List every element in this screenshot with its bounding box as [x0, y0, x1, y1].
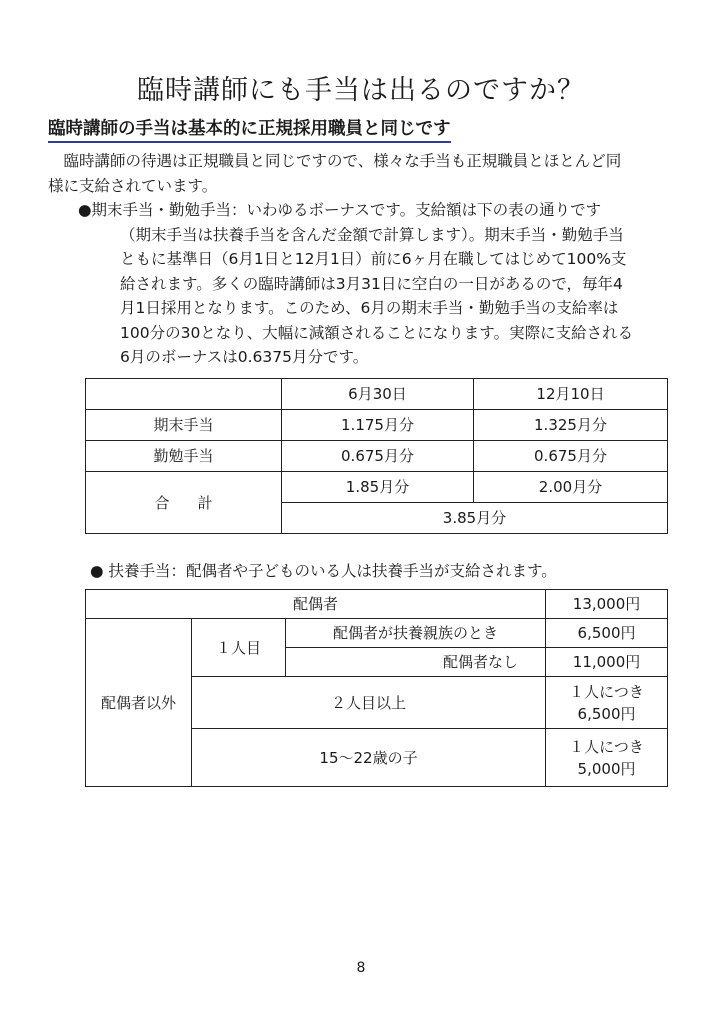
table-cell: 0.675月分 [474, 441, 668, 472]
column-header-december: 12月10日 [474, 379, 668, 410]
dependent-allowance-table [85, 589, 668, 787]
first-sub-amount: 11,000円 [546, 648, 668, 677]
child-age-amount [546, 729, 668, 787]
non-spouse-label: 配偶者以外 [86, 619, 192, 787]
first-child-label: １人目 [192, 619, 286, 677]
bonus-line: 100分の30となり、大幅に減額されることになります。実際に支給される [120, 323, 634, 342]
section-heading: 臨時講師の手当は基本的に正規採用職員と同じです [48, 117, 451, 143]
row-label-kinben: 勤勉手当 [86, 441, 282, 472]
bonus-line: （期末手当は扶養手当を含んだ金額で計算します）。期末手当・勤勉手当 [120, 225, 624, 244]
table-row [86, 441, 668, 472]
grand-total-cell: 3.85月分 [282, 503, 668, 534]
child-amount-line2: 5,000円 [577, 759, 636, 778]
first-sub-label: 配偶者なし [286, 648, 546, 677]
first-sub-label: 配偶者が扶養親族のとき [286, 619, 546, 648]
table-row [86, 590, 668, 619]
table-cell: 0.675月分 [282, 441, 474, 472]
table-cell: 1.175月分 [282, 410, 474, 441]
total-label-text: 合計 [154, 493, 241, 512]
bonus-line: 6月のボーナスは0.6375月分です。 [120, 348, 369, 366]
table-row [86, 379, 668, 410]
child-age-label [192, 729, 546, 787]
spouse-amount: 13,000円 [546, 590, 668, 619]
intro-line: 様に支給されています。 [48, 177, 218, 195]
bonus-line: 月1日採用となります。このため、6月の期末手当・勤勉手当の支給率は [120, 299, 619, 317]
table-cell: 1.85月分 [282, 472, 474, 503]
table-row [86, 472, 668, 503]
page-number: 8 [356, 960, 366, 976]
dependent-bullet: ● 扶養手当：配偶者や子どものいる人は扶養手当が支給されます。 [90, 562, 557, 580]
second-plus-amount-line1: １人につき [546, 677, 668, 703]
first-sub-amount: 6,500円 [546, 619, 668, 648]
page-title: 臨時講師にも手当は出るのですか？ [137, 75, 585, 106]
second-plus-amount-line2: 6,500円 [546, 703, 668, 729]
table-cell: 1.325月分 [474, 410, 668, 441]
intro-line: 臨時講師の待遇は正規職員と同じですので、様々な手当も正規職員とほとんど同 [63, 152, 622, 170]
row-label-kimatsu: 期末手当 [86, 410, 282, 441]
table-row [86, 619, 668, 648]
table-row [86, 410, 668, 441]
column-header-june: 6月30日 [282, 379, 474, 410]
second-plus-label: ２人目以上 [192, 677, 546, 729]
bonus-line: ともに基準日（6月1日と12月1日）前に6ヶ月在職してはじめて100%支 [120, 250, 627, 268]
bonus-line: ●期末手当・勤勉手当：いわゆるボーナスです。支給額は下の表の通りです [78, 201, 602, 219]
bonus-bullet [78, 198, 633, 370]
bonus-table [85, 378, 668, 534]
child-amount-line1: １人につき [569, 737, 644, 756]
table-cell: 2.00月分 [474, 472, 668, 503]
child-age-text: 15～22歳の子 [319, 748, 418, 767]
intro-paragraph [48, 149, 673, 199]
spouse-label: 配偶者 [86, 590, 546, 619]
table-cell-empty [86, 379, 282, 410]
row-label-total [86, 472, 282, 534]
bonus-line: 給されます。多くの臨時講師は3月31日に空白の一日があるので，毎年4 [120, 274, 623, 293]
